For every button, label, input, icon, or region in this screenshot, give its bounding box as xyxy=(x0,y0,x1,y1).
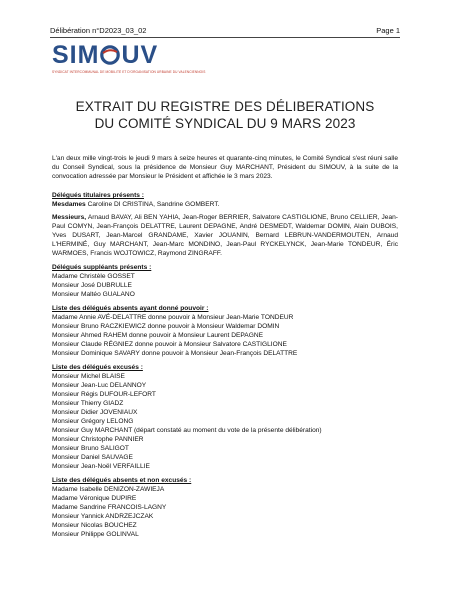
header-divider xyxy=(50,37,400,38)
messieurs-paragraph: Messieurs, Arnaud BAVAY, Ali BEN YAHIA, Jean-Roger BERRIER, Salvatore CASTIGLIONE, Bruno CELLIER, Jean-Paul COMYN, Jean-François DELATTRE, Laurent DEPAGNE, André DESMEDT, Waldemar DOMIN, Alain DUBOIS, Yves DUSART, Jean-Marcel GRANDAME, Xavier JOUANIN, Bernard LEBRUN-VANDERMOUTEN, Arnaud L'HERMINÉ, Guy MARCHANT, Jean-Marc MONDINO, Jean-Paul RYCKELYNCK, Jean-Marie TONDEUR, Éric WARMOES, Francis WOJTOWICZ, Raymond ZINGRAFF. xyxy=(52,214,398,257)
list-item: Monsieur Jean-Luc DELANNOY xyxy=(52,382,147,389)
non-excuses-section xyxy=(52,476,398,539)
section-heading: Délégués titulaires présents : xyxy=(52,192,144,199)
list-item: Monsieur Bruno SALIGOT xyxy=(52,445,129,452)
excuses-section xyxy=(52,363,398,471)
titulaires-section xyxy=(52,191,398,258)
document-title: EXTRAIT DU REGISTRE DES DÉLIBERATIONS DU COMITÉ SYNDICAL DU 9 MARS 2023 xyxy=(75,99,375,131)
list-item: Monsieur Daniel SAUVAGE xyxy=(52,454,133,461)
mesdames-line: Mesdames Caroline DI CRISTINA, Sandrine GOMBERT. xyxy=(52,201,220,208)
list-item: Madame Isabelle DENIZON-ZAWIEJA xyxy=(52,486,165,493)
list-item: Monsieur Régis DUFOUR-LEFORT xyxy=(52,391,156,398)
list-item: Monsieur Grégory LELONG xyxy=(52,418,134,425)
logo-o-icon xyxy=(100,45,120,65)
list-item: Monsieur Maltéo GUALANO xyxy=(52,291,135,298)
list-item: Madame Annie AVÉ-DELATTRE donne pouvoir à Monsieur Jean-Marie TONDEUR xyxy=(52,314,294,321)
simouv-logo xyxy=(52,42,242,86)
list-item: Monsieur Yannick ANDRZEJCZAK xyxy=(52,513,154,520)
section-heading: Liste des délégués absents et non excusés : xyxy=(52,477,192,484)
section-heading: Liste des délégués absents ayant donné pouvoir : xyxy=(52,305,209,312)
page-number: Page 1 xyxy=(376,26,400,35)
list-item: Monsieur Dominique SAVARY donne pouvoir à Monsieur Jean-François DELATTRE xyxy=(52,350,298,357)
document-body xyxy=(52,154,398,544)
list-item: Monsieur Bruno RACZKIEWICZ donne pouvoir à Monsieur Waldemar DOMIN xyxy=(52,323,280,330)
list-item: Monsieur Michel BLAISE xyxy=(52,373,125,380)
list-item: Monsieur Christophe PANNIER xyxy=(52,436,144,443)
logo-tagline: SYNDICAT INTERCOMMUNAL DE MOBILITÉ ET D'ORGANISATION URBAINE DU VALENCIENNOIS xyxy=(52,70,206,74)
section-heading: Liste des délégués excusés : xyxy=(52,364,143,371)
list-item: Madame Sandrine FRANCOIS-LAGNY xyxy=(52,504,167,511)
list-item: Monsieur Claude RÉGNIEZ donne pouvoir à Monsieur Salvatore CASTIGLIONE xyxy=(52,341,287,348)
logo-wordmark: SIM UV xyxy=(52,41,159,69)
list-item: Monsieur José DUBRULLE xyxy=(52,282,132,289)
section-heading: Délégués suppléants présents : xyxy=(52,264,152,271)
intro-paragraph: L'an deux mille vingt-trois le jeudi 9 mars à seize heures et quarante-cinq minutes, le Comité Syndical s'est réuni salle du Conseil Syndical, sous la présidence de Monsieur Guy MARCHANT, Président du SIMOUV, à la suite de la convocation adressée par Monsieur le Président et affichée le 3 mars 2023. xyxy=(52,155,398,180)
list-item: Monsieur Jean-Noël VERFAILLIE xyxy=(52,463,150,470)
list-item: Monsieur Didier JOVENIAUX xyxy=(52,409,138,416)
list-item: Madame Christèle GOSSET xyxy=(52,273,135,280)
pouvoirs-section xyxy=(52,304,398,358)
list-item: Madame Véronique DUPIRE xyxy=(52,495,137,502)
deliberation-ref: Délibération n°D2023_03_02 xyxy=(50,26,147,35)
list-item: Monsieur Thierry GIADZ xyxy=(52,400,124,407)
list-item: Monsieur Ahmed RAHEM donne pouvoir à Monsieur Laurent DEPAGNE xyxy=(52,332,263,339)
list-item: Monsieur Guy MARCHANT (départ constaté au moment du vote de la présente délibération) xyxy=(52,427,322,434)
suppleants-section xyxy=(52,263,398,299)
list-item: Monsieur Nicolas BOUCHEZ xyxy=(52,522,137,529)
list-item: Monsieur Philippe GOLINVAL xyxy=(52,531,139,538)
